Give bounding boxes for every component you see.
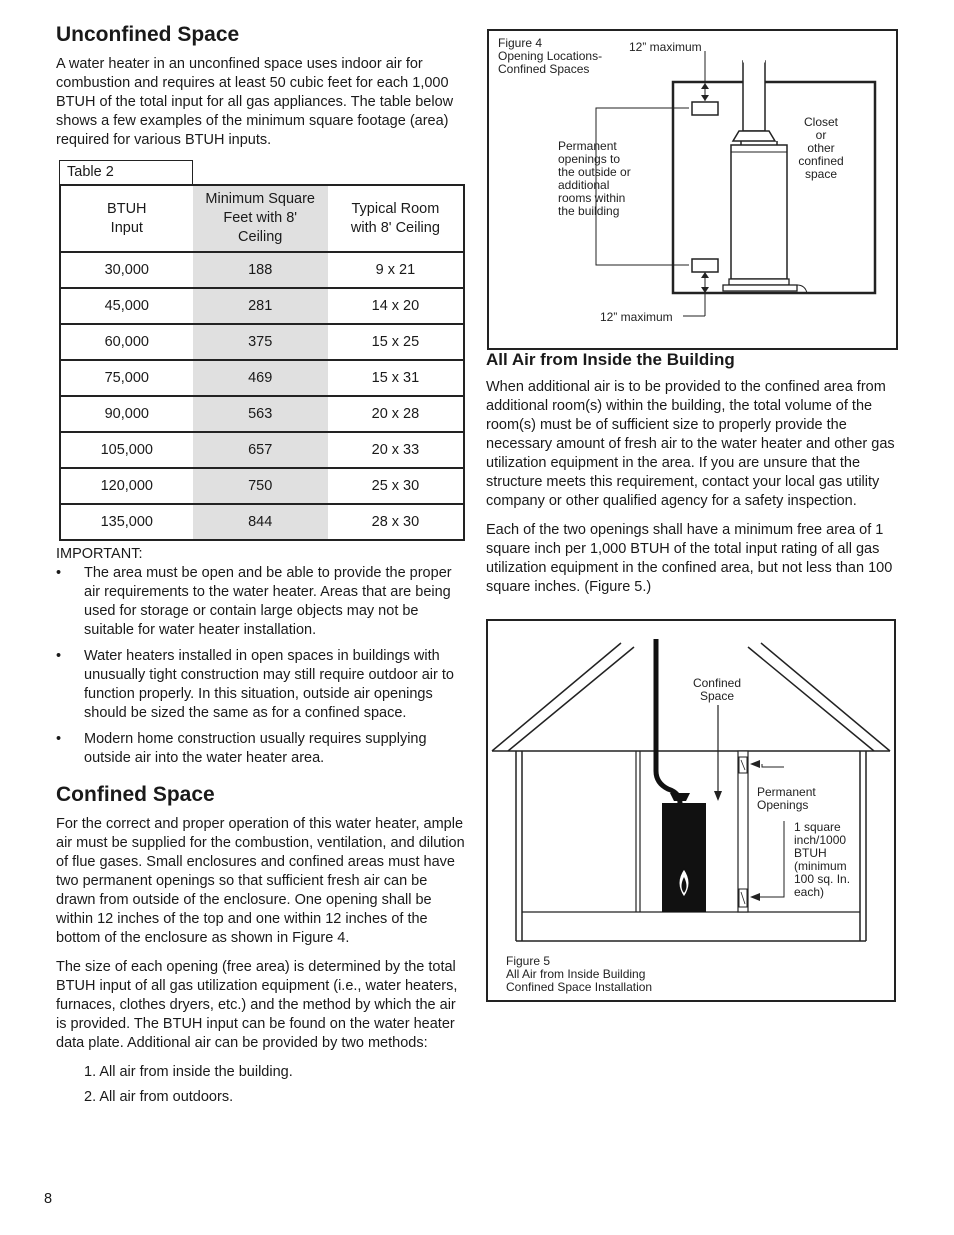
btuh-input-cell: 105,000 xyxy=(60,432,193,468)
left-column xyxy=(56,22,468,1113)
table-row xyxy=(60,396,464,432)
all-air-inside-paragraph-2: Each of the two openings shall have a minimum free area of 1 square inch per 1,000 BTUH of the total input rating of all gas utilization equipment in the confined area, but not less than 100 square inches. (Figure 5.) xyxy=(486,522,893,596)
table-row xyxy=(60,288,464,324)
important-label: IMPORTANT: xyxy=(56,546,143,563)
min-square-feet-cell: 375 xyxy=(193,324,328,360)
btuh-input-cell: 135,000 xyxy=(100,514,153,531)
all-air-inside-heading: All Air from Inside the Building xyxy=(486,350,735,369)
figure-5-caption: Figure 5 All Air from Inside Building Confined Space Installation xyxy=(506,954,653,994)
figure-4-drawing xyxy=(489,31,896,348)
table-row xyxy=(60,432,464,468)
typical-room-cell: 20 x 28 xyxy=(328,396,464,432)
bullet-item: • The area must be open and be able to provide the proper air requirements to the water heater. Areas that are being used for storage or contain large objects may not be suitable for water heater installation. xyxy=(56,565,452,639)
unconfined-space-paragraph: A water heater in an unconfined space uses indoor air for combustion and requires at least 50 cubic feet for each 1,000 BTUH of the total input for all gas appliances. The table below shows a few examples of the minimum square footage (area) required for various BTUH inputs. xyxy=(56,56,454,149)
bullet-item: • Modern home construction usually requires supplying outside air into the water heater area. xyxy=(56,731,427,767)
confined-space-label: Confined Space xyxy=(692,676,742,703)
figure-5 xyxy=(486,619,896,1002)
figure-4 xyxy=(487,29,898,350)
header-min-square-feet: Minimum Square Feet with 8' Ceiling xyxy=(193,185,328,252)
figure-4-caption: Figure 4 Opening Locations- Confined Spaces xyxy=(498,36,603,76)
min-square-feet-cell: 188 xyxy=(193,252,328,288)
method-item: 2. All air from outdoors. xyxy=(84,1089,234,1106)
min-square-feet-cell: 657 xyxy=(193,432,328,468)
table-row xyxy=(60,468,464,504)
typical-room-cell: 14 x 20 xyxy=(328,288,464,324)
header-btuh-input: BTUH Input xyxy=(60,185,193,252)
page-number: 8 xyxy=(44,1191,53,1207)
unconfined-space-heading: Unconfined Space xyxy=(56,23,240,46)
btuh-input-cell: 75,000 xyxy=(60,360,193,396)
typical-room-cell: 15 x 25 xyxy=(328,324,464,360)
btuh-input-cell: 90,000 xyxy=(60,396,193,432)
method-item: 1. All air from inside the building. xyxy=(84,1064,293,1081)
bullet-item: • Water heaters installed in open spaces in buildings with unusually tight construction may still require outdoor air to function properly. In this situation, outside air openings should be sized the same as for a confined space. xyxy=(56,648,454,722)
top-12-max-label: 12” maximum xyxy=(629,40,702,54)
typical-room-cell: 28 x 30 xyxy=(371,514,420,531)
typical-room-cell: 15 x 31 xyxy=(328,360,464,396)
table-row xyxy=(60,252,464,288)
important-bullets xyxy=(56,564,468,768)
bullet-dot: • xyxy=(56,731,62,748)
btuh-table xyxy=(59,184,465,541)
min-square-feet-cell: 469 xyxy=(193,360,328,396)
table-caption: Table 2 xyxy=(59,160,193,184)
opening-size-label: 1 square inch/1000 BTUH (minimum 100 sq. In. each) xyxy=(794,820,851,899)
btuh-input-cell: 30,000 xyxy=(60,252,193,288)
air-methods-list xyxy=(56,1063,468,1107)
bottom-12-max-label: 12” maximum xyxy=(600,310,673,324)
confined-space-paragraph-2: The size of each opening (free area) is determined by the total BTUH input of all gas utilization equipment (i.e., water heaters, furnaces, clothes dryers, etc.) and the method by which the air is provided. The BTUH input can be found on the water heater data plate. Additional air can be provided by two methods: xyxy=(56,959,458,1052)
typical-room-cell: 20 x 33 xyxy=(328,432,464,468)
bullet-dot: • xyxy=(56,565,62,582)
all-air-inside-paragraph-1: When additional air is to be provided to the confined area from additional room(s) within the building, the total volume of the room(s) must be of sufficient size to properly provide the necessary amount of fresh air to the water heater and other gas utilization equipment in the area. If you are unsure that the structure meets this requirement, contact your local gas utility company or other qualified agency for a safety inspection. xyxy=(486,379,895,510)
table-row xyxy=(60,324,464,360)
right-column xyxy=(486,350,898,607)
table-header-row xyxy=(60,185,464,252)
btuh-input-cell: 45,000 xyxy=(60,288,193,324)
header-typical-room: Typical Room with 8' Ceiling xyxy=(328,185,464,252)
permanent-openings-label: Permanent Openings xyxy=(757,785,816,812)
btuh-table-container xyxy=(59,160,465,541)
permanent-openings-label: Permanent openings to the outside or additional rooms within the building xyxy=(558,139,631,218)
min-square-feet-cell: 563 xyxy=(193,396,328,432)
table-row xyxy=(60,504,464,540)
confined-space-paragraph-1: For the correct and proper operation of this water heater, ample air must be supplied for the combustion, ventilation, and dilution of flue gases. Small enclosures and confined areas must have two permanent openings so that sufficient fresh air can be drawn from outside of the enclosure. One opening shall be within 12 inches of the top and one within 12 inches of the bottom of the enclosure as shown in Figure 4. xyxy=(56,816,465,947)
typical-room-cell: 25 x 30 xyxy=(328,468,464,504)
btuh-input-cell: 120,000 xyxy=(60,468,193,504)
min-square-feet-cell: 281 xyxy=(193,288,328,324)
btuh-input-cell: 60,000 xyxy=(60,324,193,360)
confined-space-heading: Confined Space xyxy=(56,783,215,807)
closet-label: Closet or other confined space xyxy=(798,115,844,181)
bullet-dot: • xyxy=(56,648,62,665)
min-square-feet-cell: 750 xyxy=(193,468,328,504)
table-row xyxy=(60,360,464,396)
min-square-feet-cell: 844 xyxy=(193,504,328,540)
typical-room-cell: 9 x 21 xyxy=(328,252,464,288)
